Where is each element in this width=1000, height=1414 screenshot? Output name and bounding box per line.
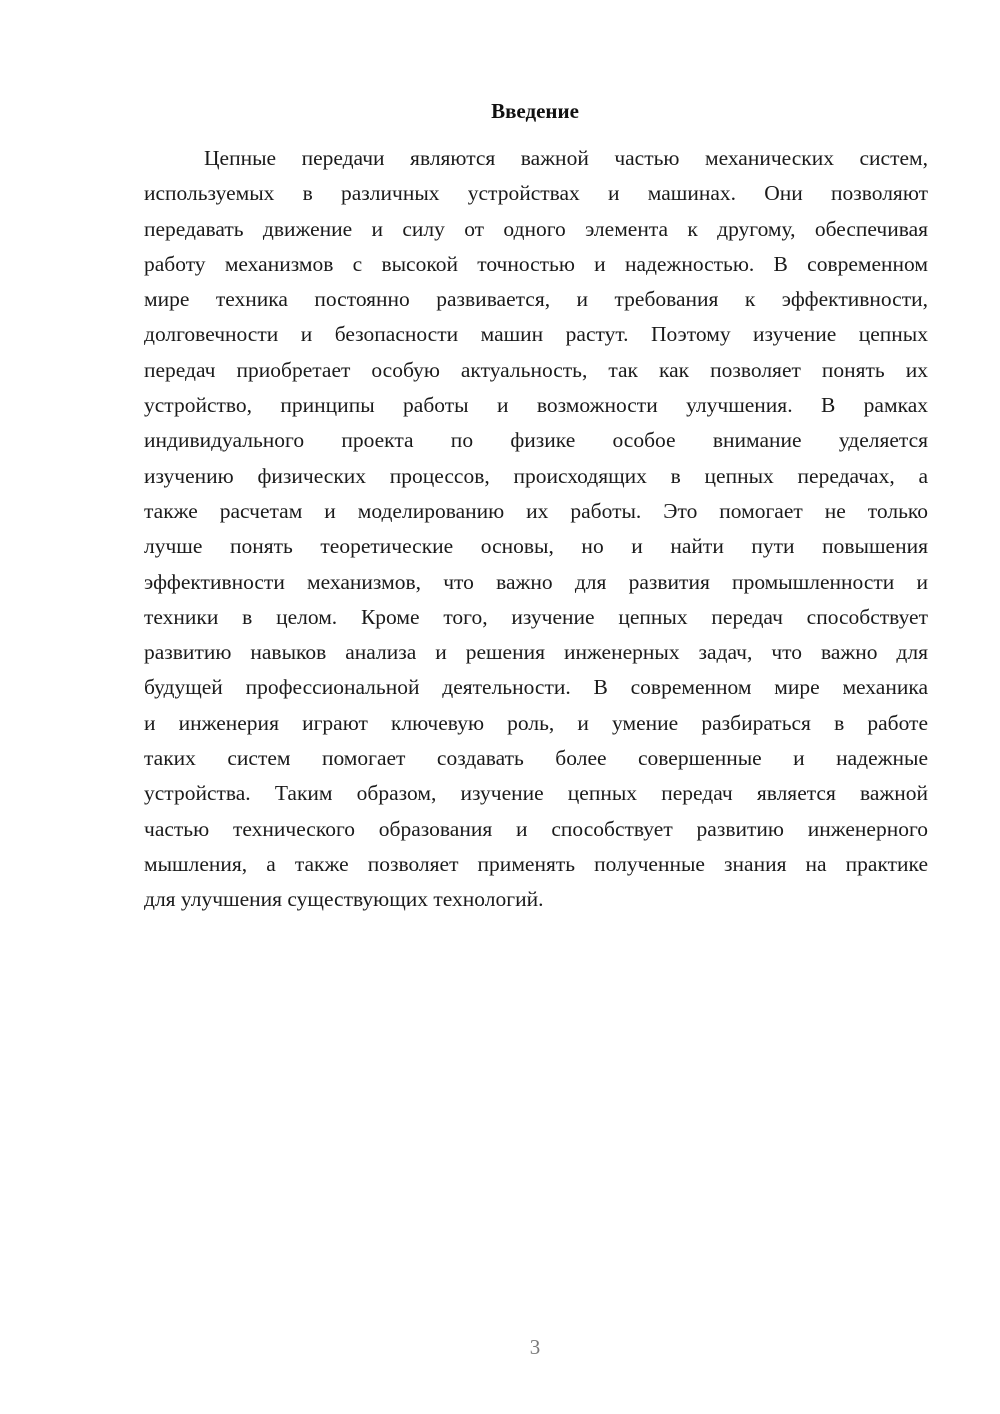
paragraph-line: для улучшения существующих технологий. xyxy=(144,887,544,912)
paragraph-line: развитию навыков анализа и решения инженерных задач, что важно для xyxy=(144,640,928,665)
paragraph-line: изучению физических процессов, происходящих в цепных передачах, а xyxy=(144,463,928,488)
introduction-paragraph xyxy=(144,141,928,918)
paragraph-line: и инженерия играют ключевую роль, и умение разбираться в работе xyxy=(144,710,928,735)
paragraph-line: устройство, принципы работы и возможности улучшения. В рамках xyxy=(144,393,928,418)
paragraph-line: частью технического образования и способствует развитию инженерного xyxy=(144,816,928,841)
paragraph-line: мире техника постоянно развивается, и требования к эффективности, xyxy=(144,287,928,312)
paragraph-line: Цепные передачи являются важной частью механических систем, xyxy=(204,146,928,170)
paragraph-line: используемых в различных устройствах и машинах. Они позволяют xyxy=(144,181,928,206)
paragraph-line: эффективности механизмов, что важно для развития промышленности и xyxy=(144,569,928,594)
paragraph-line: мышления, а также позволяет применять полученные знания на практике xyxy=(144,851,928,876)
paragraph-line: передач приобретает особую актуальность, так как позволяет понять их xyxy=(144,357,928,382)
paragraph-line: индивидуального проекта по физике особое внимание уделяется xyxy=(144,428,928,453)
paragraph-line: лучше понять теоретические основы, но и найти пути повышения xyxy=(144,534,928,559)
paragraph-line: передавать движение и силу от одного элемента к другому, обеспечивая xyxy=(144,216,928,241)
paragraph-line: работу механизмов с высокой точностью и надежностью. В современном xyxy=(144,251,928,276)
paragraph-line: также расчетам и моделированию их работы. Это помогает не только xyxy=(144,498,928,523)
paragraph-line: техники в целом. Кроме того, изучение цепных передач способствует xyxy=(144,604,928,629)
paragraph-line: таких систем помогает создавать более совершенные и надежные xyxy=(144,746,928,771)
paragraph-line: будущей профессиональной деятельности. В современном мире механика xyxy=(144,675,928,700)
paragraph-line: устройства. Таким образом, изучение цепных передач является важной xyxy=(144,781,928,806)
section-heading: Введение xyxy=(491,99,579,123)
paragraph-line: долговечности и безопасности машин растут. Поэтому изучение цепных xyxy=(144,322,928,347)
page-number: 3 xyxy=(529,1335,541,1359)
